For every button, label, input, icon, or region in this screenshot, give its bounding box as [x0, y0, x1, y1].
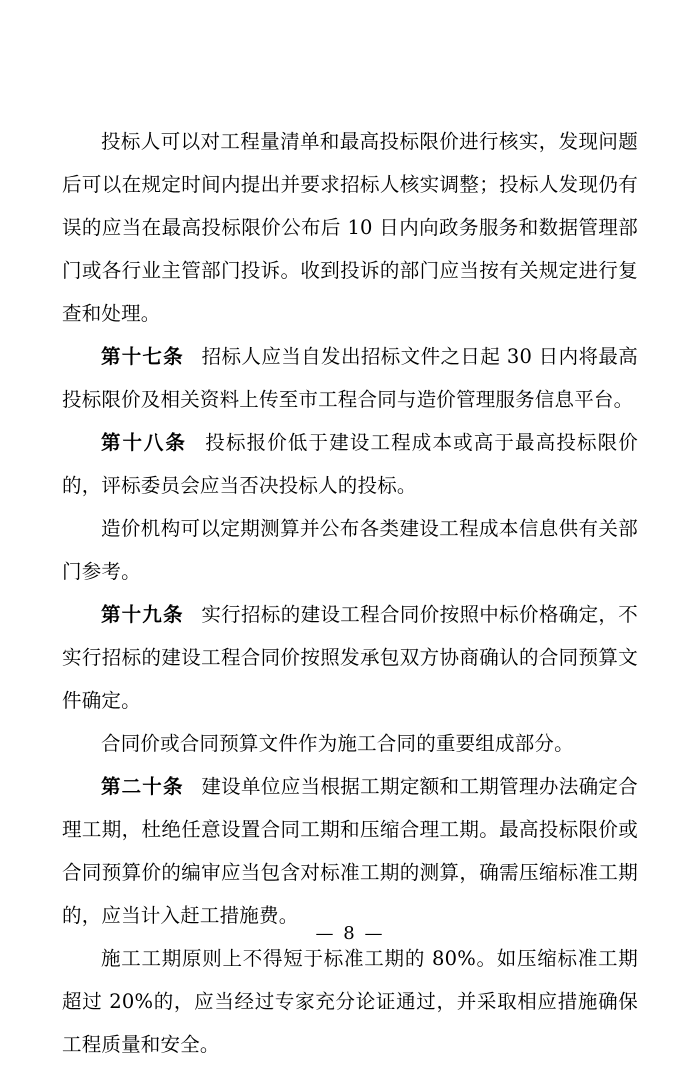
paragraph — [62, 722, 638, 765]
article-label: 第十七条 — [101, 345, 184, 368]
article-label: 第二十条 — [101, 775, 184, 798]
paragraph-text: 施工工期原则上不得短于标准工期的 80%。如压缩标准工期超过 20%的，应当经过专家充分论证通过，并采取相应措施确保工程质量和安全。 — [62, 947, 638, 1056]
article-label: 第十九条 — [101, 603, 184, 626]
paragraph-text: 建设单位应当根据工期定额和工期管理办法确定合理工期，杜绝任意设置合同工期和压缩合理工期。最高投标限价或合同预算价的编审应当包含对标准工期的测算，确需压缩标准工期的，应当计入赶工措施费。 — [62, 775, 638, 927]
paragraph-text: 投标人可以对工程量清单和最高投标限价进行核实，发现问题后可以在规定时间内提出并要求招标人核实调整；投标人发现仍有误的应当在最高投标限价公布后 10 日内向政务服务和数据管理部门或各行业主管部门投诉。收到投诉的部门应当按有关规定进行复查和处理。 — [62, 130, 638, 325]
paragraph-text: 招标人应当自发出招标文件之日起 30 日内将最高投标限价及相关资料上传至市工程合同与造价管理服务信息平台。 — [62, 345, 638, 411]
paragraph — [62, 507, 638, 593]
paragraph-text: 投标报价低于建设工程成本或高于最高投标限价的，评标委员会应当否决投标人的投标。 — [62, 431, 638, 497]
paragraph — [62, 593, 638, 722]
paragraph — [62, 937, 638, 1066]
paragraph — [62, 765, 638, 937]
page-number: — 8 — — [315, 923, 385, 944]
paragraph-text: 合同价或合同预算文件作为施工合同的重要组成部分。 — [101, 732, 574, 755]
paragraph — [62, 120, 638, 335]
article-label: 第十八条 — [101, 431, 187, 454]
paragraph-text: 实行招标的建设工程合同价按照中标价格确定，不实行招标的建设工程合同价按照发承包双方协商确认的合同预算文件确定。 — [62, 603, 638, 712]
paragraph — [62, 421, 638, 507]
paragraph — [62, 335, 638, 421]
paragraph-text: 造价机构可以定期测算并公布各类建设工程成本信息供有关部门参考。 — [62, 517, 638, 583]
